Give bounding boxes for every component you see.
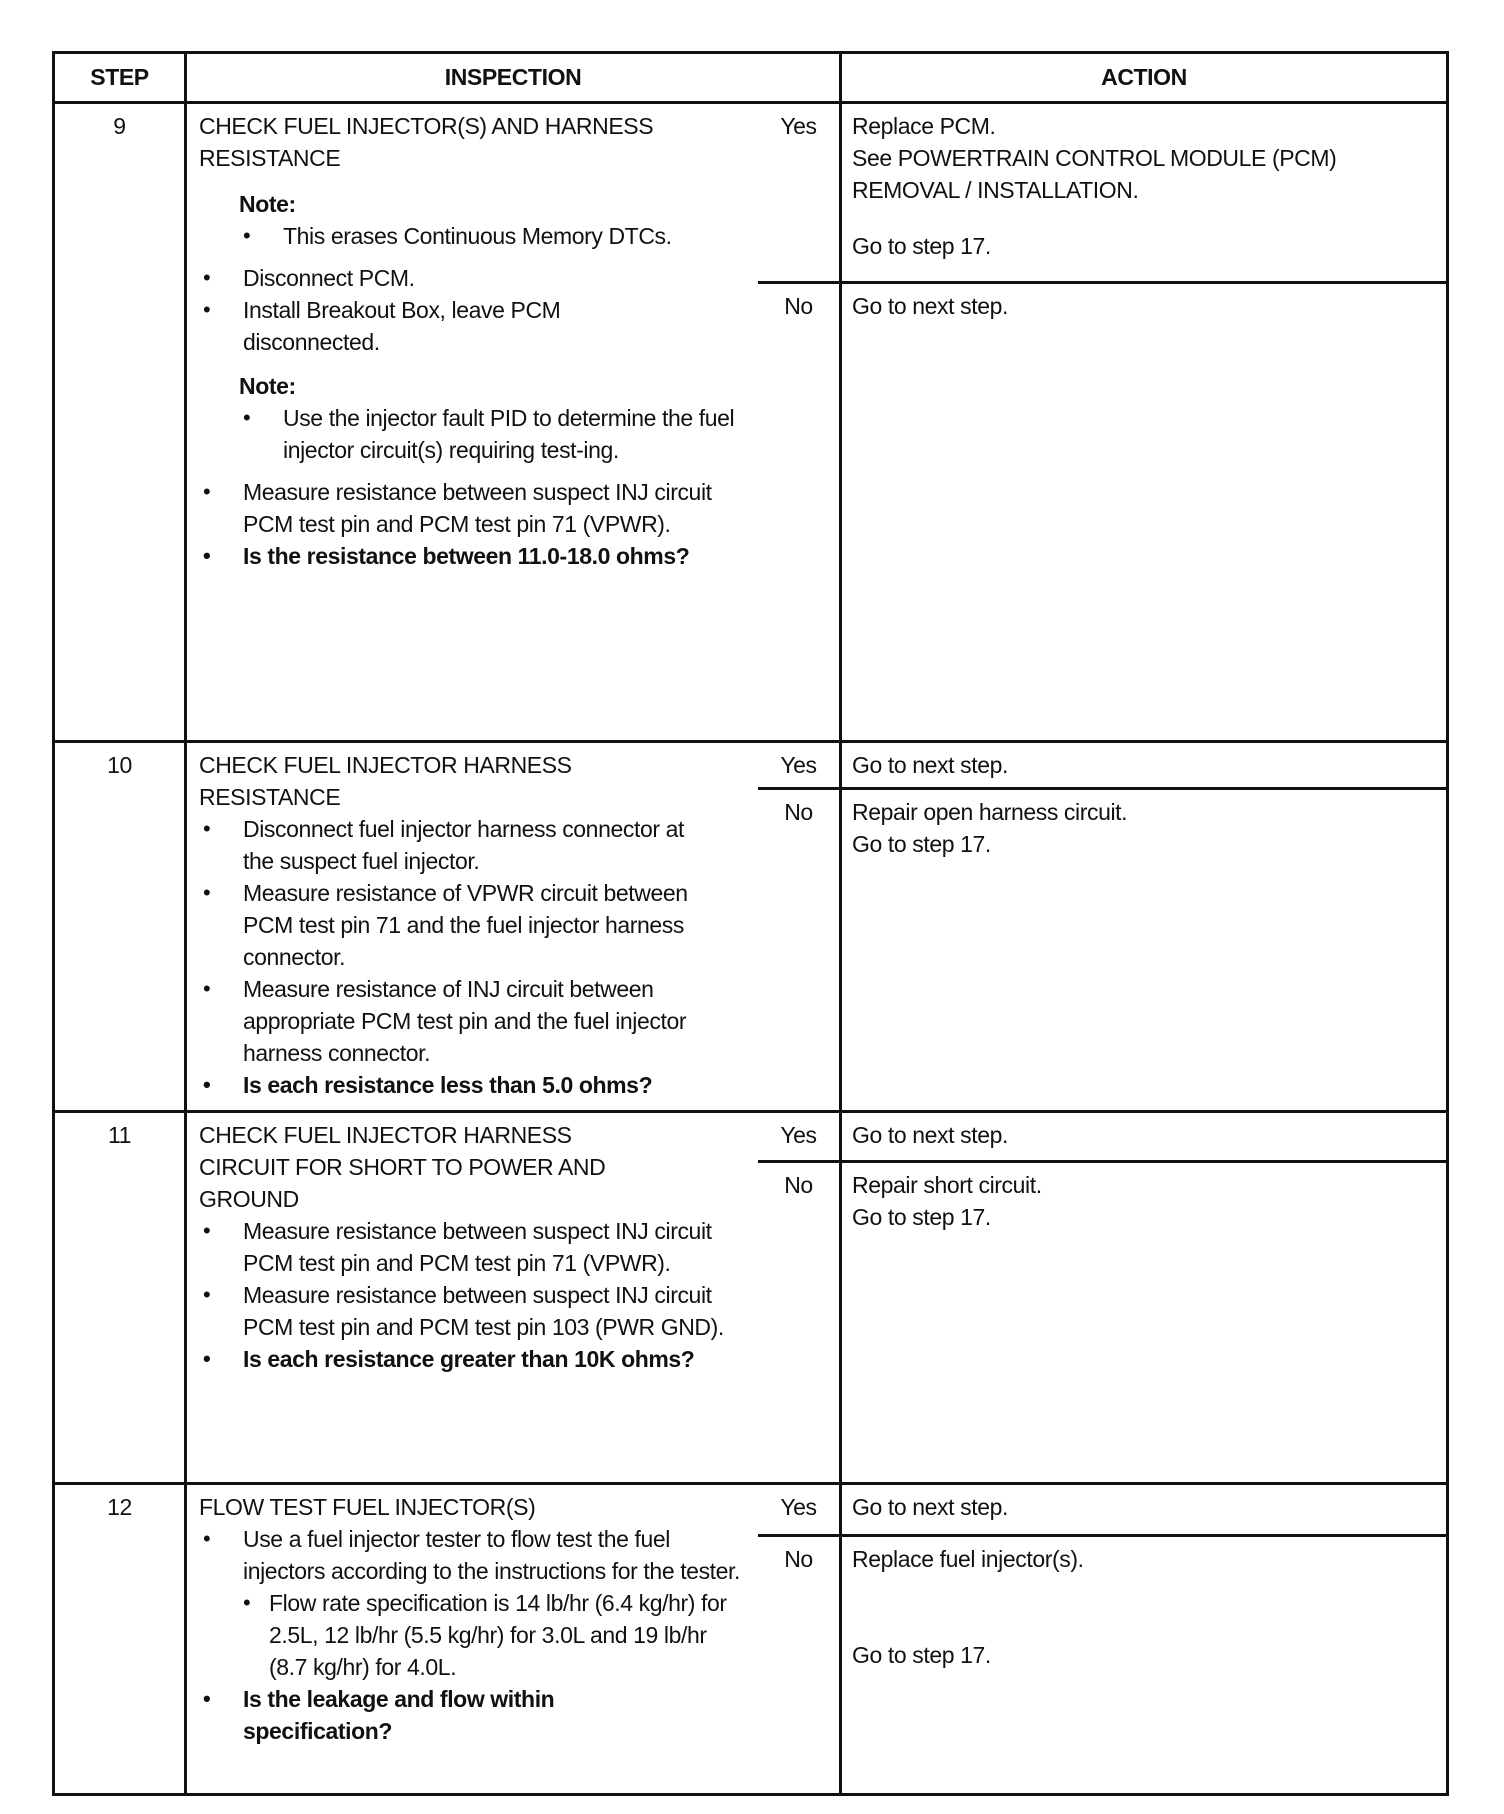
- yes-row: [758, 1113, 1446, 1160]
- bullet-list: [199, 476, 750, 572]
- sub-bullet-item: • Flow rate specification is 14 lb/hr (6.4 kg/hr) for 2.5L, 12 lb/hr (5.5 kg/hr) for 3.0L and 19 lb/hr (8.7 kg/hr) for 4.0L.: [239, 1587, 750, 1683]
- inspection-cell: [184, 1485, 758, 1793]
- bullet-list: [199, 813, 750, 1101]
- bullet-item: • Disconnect fuel injector harness connector at the suspect fuel injector.: [199, 813, 750, 877]
- table-row-step-11: [55, 1110, 1446, 1482]
- inspection-cell: [184, 1113, 758, 1482]
- step-number: 12: [107, 1494, 132, 1520]
- header-step: STEP: [90, 64, 149, 90]
- inspection-cell: [184, 743, 758, 1110]
- result-cells: [758, 1113, 1446, 1482]
- note-label: Note:: [239, 191, 296, 217]
- action-line: Go to step 17.: [852, 233, 991, 259]
- diagnostic-table: [52, 51, 1449, 1796]
- no-label: No: [784, 799, 813, 825]
- inspection-title: [199, 1119, 750, 1215]
- result-cells: [758, 104, 1446, 740]
- step-number: 11: [107, 1122, 132, 1148]
- yes-action: [839, 104, 1446, 281]
- table-header: [55, 54, 1446, 101]
- note: [239, 370, 750, 466]
- yes-label: Yes: [780, 1494, 817, 1520]
- action-line: Go to next step.: [852, 1122, 1008, 1148]
- bullet-item: • Measure resistance between suspect INJ circuit PCM test pin and PCM test pin 71 (VPWR).: [199, 1215, 750, 1279]
- title-line: RESISTANCE: [199, 784, 341, 810]
- bullet-item: • Measure resistance between suspect INJ circuit PCM test pin and PCM test pin 103 (PWR GND).: [199, 1279, 750, 1343]
- bullet-list: [199, 1523, 750, 1587]
- action-line: Replace PCM.: [852, 113, 996, 139]
- action-line: Repair open harness circuit.: [852, 799, 1128, 825]
- table-row-step-9: [55, 101, 1446, 740]
- no-action: [839, 284, 1446, 740]
- action-line: Replace fuel injector(s).: [852, 1546, 1084, 1572]
- no-label: No: [784, 1172, 813, 1198]
- bullet-list: [199, 1683, 750, 1747]
- note: [239, 188, 750, 252]
- action-line: Go to next step.: [852, 752, 1008, 778]
- title-line: CHECK FUEL INJECTOR HARNESS: [199, 1122, 572, 1148]
- no-action: [839, 1163, 1446, 1482]
- result-cells: [758, 743, 1446, 1110]
- bullet-item: • Measure resistance of VPWR circuit between PCM test pin 71 and the fuel injector harness connector.: [199, 877, 750, 973]
- yes-label: Yes: [780, 752, 817, 778]
- action-line: Go to next step.: [852, 293, 1008, 319]
- inspection-title: [199, 749, 750, 813]
- yes-row: [758, 1485, 1446, 1534]
- action-line: Go to step 17.: [852, 1642, 991, 1668]
- title-line: CHECK FUEL INJECTOR(S) AND HARNESS: [199, 113, 654, 139]
- note-item: • This erases Continuous Memory DTCs.: [239, 220, 750, 252]
- action-line: Go to step 17.: [852, 831, 991, 857]
- inspection-title: [199, 110, 750, 174]
- inspection-cell: [184, 104, 758, 740]
- action-line: Go to next step.: [852, 1494, 1008, 1520]
- bullet-item: • Measure resistance of INJ circuit between appropriate PCM test pin and the fuel injector harness connector.: [199, 973, 750, 1069]
- header-inspection: INSPECTION: [184, 54, 839, 101]
- action-line: REMOVAL / INSTALLATION.: [852, 177, 1139, 203]
- no-action: [839, 1537, 1446, 1793]
- step-number: 9: [113, 113, 126, 139]
- yes-row: [758, 104, 1446, 281]
- bullet-item: • Use a fuel injector tester to flow test the fuel injectors according to the instructions for the tester.: [199, 1523, 750, 1587]
- action-line: Repair short circuit.: [852, 1172, 1042, 1198]
- question: • Is the resistance between 11.0-18.0 ohms?: [199, 540, 750, 572]
- inspection-title: FLOW TEST FUEL INJECTOR(S): [199, 1494, 536, 1520]
- no-label: No: [784, 293, 813, 319]
- action-line: See POWERTRAIN CONTROL MODULE (PCM): [852, 145, 1337, 171]
- yes-label: Yes: [780, 1122, 817, 1148]
- yes-action: [839, 1113, 1446, 1160]
- bullet-item: • Disconnect PCM.: [199, 262, 750, 294]
- bullet-item: • Measure resistance between suspect INJ circuit PCM test pin and PCM test pin 71 (VPWR).: [199, 476, 750, 540]
- bullet-list: [199, 1215, 750, 1375]
- no-label: No: [784, 1546, 813, 1572]
- title-line: CIRCUIT FOR SHORT TO POWER AND: [199, 1154, 606, 1180]
- no-row: [758, 1160, 1446, 1482]
- no-action: [839, 790, 1446, 1110]
- step-number: 10: [107, 752, 132, 778]
- table-row-step-10: [55, 740, 1446, 1110]
- note-label: Note:: [239, 373, 296, 399]
- title-line: RESISTANCE: [199, 145, 341, 171]
- sub-bullet-list: [239, 1587, 750, 1683]
- table-row-step-12: [55, 1482, 1446, 1793]
- title-line: GROUND: [199, 1186, 299, 1212]
- question: • Is the leakage and flow within specification?: [199, 1683, 750, 1747]
- bullet-item: • Install Breakout Box, leave PCM disconnected.: [199, 294, 750, 358]
- yes-label: Yes: [780, 113, 817, 139]
- action-line: Go to step 17.: [852, 1204, 991, 1230]
- question: • Is each resistance greater than 10K ohms?: [199, 1343, 750, 1375]
- yes-action: [839, 1485, 1446, 1534]
- note-item: • Use the injector fault PID to determine the fuel injector circuit(s) requiring test-ing.: [239, 402, 750, 466]
- result-cells: [758, 1485, 1446, 1793]
- yes-action: [839, 743, 1446, 787]
- yes-row: [758, 743, 1446, 787]
- bullet-list: [199, 262, 750, 358]
- title-line: CHECK FUEL INJECTOR HARNESS: [199, 752, 572, 778]
- header-action: ACTION: [839, 54, 1446, 101]
- no-row: [758, 281, 1446, 740]
- question: • Is each resistance less than 5.0 ohms?: [199, 1069, 750, 1101]
- no-row: [758, 787, 1446, 1110]
- no-row: [758, 1534, 1446, 1793]
